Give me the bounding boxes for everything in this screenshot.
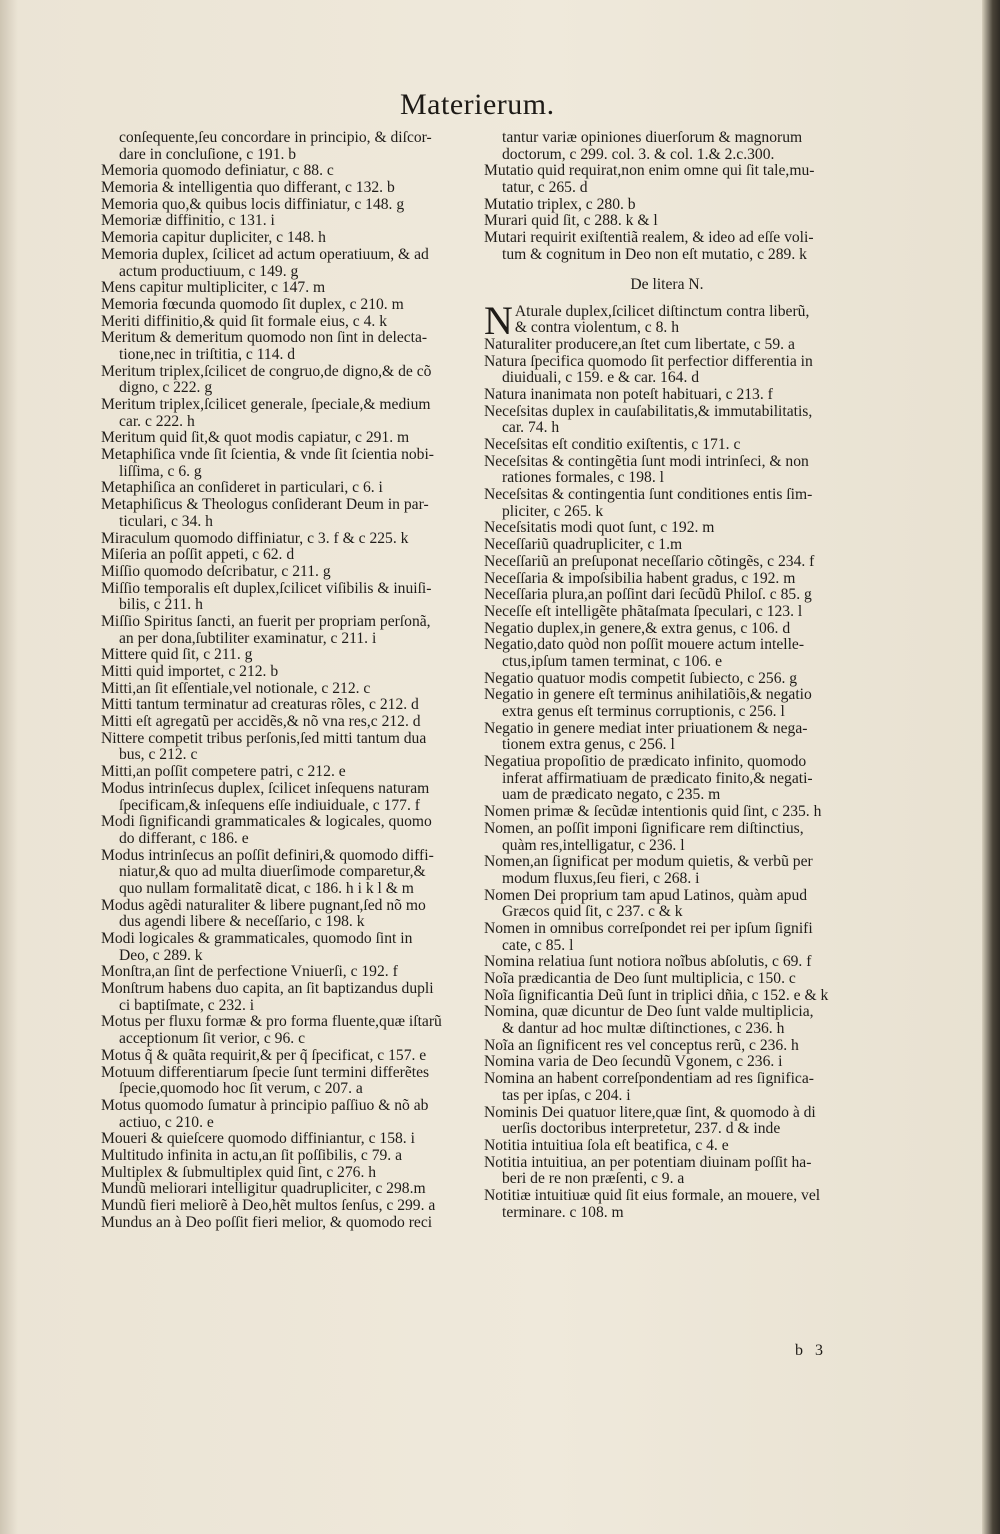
- drop-cap-letter: N: [484, 297, 513, 343]
- index-line: dus agendi libere & neceſſario, c 198. k: [119, 914, 365, 931]
- index-line: Neceſsitas duplex in cauſabilitatis,& immutabilitatis,: [484, 403, 813, 420]
- index-line: Modi logicales & grammaticales, quomodo ſint in: [101, 931, 413, 947]
- index-line: quàm res,intelligatur, c 236. l: [502, 837, 685, 854]
- index-line: Motuum differentiarum ſpecie ſunt termini differẽtes: [101, 1064, 430, 1081]
- index-line: Memoriæ diffinitio, c 131. i: [101, 213, 275, 230]
- page-edge: [982, 0, 1000, 1534]
- left-index-column: [101, 130, 463, 1231]
- index-line: pliciter, c 265. k: [502, 503, 604, 520]
- index-line: Neceſsitas & contingentia ſunt conditiones entis ſim-: [484, 487, 813, 504]
- index-line: Nomen, an poſſit imponi ſignificare rem diſtinctius,: [484, 820, 804, 837]
- index-line: acceptionum ſit verior, c 96. c: [119, 1031, 305, 1048]
- index-line: Mitti eſt agregatũ per accidẽs,& nõ vna res,c 212. d: [101, 714, 421, 731]
- index-line: Meriti diffinitio,& quid ſit formale eius, c 4. k: [101, 313, 387, 330]
- index-line: Nomen in omnibus correſpondet rei per ipſum ſignifi: [484, 920, 813, 937]
- index-line: Mutatio triplex, c 280. b: [484, 196, 636, 213]
- index-line: bus, c 212. c: [119, 747, 198, 764]
- index-line: Murari quid ſit, c 288. k & l: [484, 213, 658, 230]
- index-line: tione,nec in triſtitia, c 114. d: [119, 346, 296, 363]
- index-line: Neceſſaria & impoſsibilia habent gradus, c 192. m: [484, 570, 796, 587]
- index-line: rationes formales, c 198. l: [502, 470, 664, 487]
- index-line: Nominis Dei quatuor litere,quæ ſint, & quomodo à di: [484, 1104, 816, 1121]
- index-line: Mitti,an ſit eſſentiale,vel notionale, c 212. c: [101, 680, 371, 697]
- index-line: tum & cognitum in Deo non eſt mutatio, c 289. k: [502, 246, 807, 263]
- index-line: liſſima, c 6. g: [119, 463, 202, 480]
- index-line: Mutatio quid requirat,non enim omne qui ſit tale,mu-: [484, 163, 815, 180]
- index-line: Negatio in genere eſt terminus anihilatiõis,& negatio: [484, 687, 812, 704]
- index-line: Negatio,dato quòd non poſſit mouere actum intelle-: [484, 637, 805, 654]
- index-line: an per dona,ſubtiliter examinatur, c 211. i: [119, 630, 377, 647]
- index-line: Negatio in genere mediat inter priuationem & nega-: [484, 720, 808, 737]
- index-line: Deo, c 289. k: [119, 947, 203, 964]
- index-line: ſpecificam,& inſequens eſſe indiuiduale, c 177. f: [119, 797, 420, 814]
- index-line: & dantur ad hoc multæ diſtinctiones, c 236. h: [502, 1021, 785, 1038]
- index-line: Mitti tantum terminatur ad creaturas rõles, c 212. d: [101, 697, 419, 714]
- index-line: Motus per fluxu formæ & pro forma fluente,quæ iſtarũ: [101, 1014, 442, 1031]
- index-line: doctorum, c 299. col. 3. & col. 1.& 2.c.300.: [502, 146, 775, 163]
- index-line: Motus q̃ & quãta requirit,& per q̃ ſpecificat, c 157. e: [101, 1047, 427, 1064]
- index-line: Negatiua propoſitio de prædicato infinito, quomodo: [484, 754, 807, 771]
- index-line: actiuo, c 210. e: [119, 1114, 214, 1131]
- index-line: Meritum & demeritum quomodo non ſint in delecta-: [101, 330, 428, 347]
- index-line: Negatio duplex,in genere,& extra genus, c 106. d: [484, 620, 791, 637]
- index-line: niatur,& quo ad multa diuerſimode comparetur,&: [119, 864, 426, 881]
- index-line: Nomina relatiua ſunt notiora noĩbus abſolutis, c 69. f: [484, 954, 812, 971]
- index-line: Noĩa prædicantia de Deo ſunt multiplicia, c 150. c: [484, 971, 796, 987]
- index-line: Memoria quomodo definiatur, c 88. c: [101, 163, 334, 180]
- index-line: tatur, c 265. d: [502, 180, 588, 197]
- section-first-entry: [484, 297, 850, 343]
- index-line: Mens capitur multipliciter, c 147. m: [101, 280, 326, 297]
- index-line: ſpecie,quomodo hoc ſit verum, c 207. a: [119, 1081, 363, 1098]
- index-line: Memoria duplex, ſcilicet ad actum operatiuum, & ad: [101, 246, 429, 263]
- index-line: Multiplex & ſubmultiplex quid ſint, c 276. h: [101, 1164, 377, 1181]
- index-line: terminare. c 108. m: [502, 1204, 624, 1221]
- index-line: inferat affirmatiuam de prædicato finito,& negati-: [502, 770, 813, 787]
- index-line: Neceſſaria plura,an poſſint dari ſecũdũ Philoſ. c 85. g: [484, 587, 812, 604]
- index-line: Noĩa ſignificantia Deũ ſunt in triplici dñia, c 152. e & k: [484, 987, 829, 1004]
- index-line: Notitiæ intuitiuæ quid ſit eius formale, an mouere, vel: [484, 1187, 821, 1204]
- index-line: Neceſſariũ quadrupliciter, c 1.m: [484, 537, 683, 554]
- right-column-continuation: [484, 130, 850, 264]
- index-line: Negatio quatuor modis competit ſubiecto, c 256. g: [484, 670, 798, 687]
- index-line: Mutari requirit exiſtentiã realem, & ideo ad eſſe voli-: [484, 230, 814, 247]
- index-line: Mittere quid ſit, c 211. g: [101, 647, 253, 664]
- index-line: Multitudo infinita in actu,an ſit poſſibilis, c 79. a: [101, 1147, 403, 1164]
- index-line: dare in concluſione, c 191. b: [119, 146, 297, 163]
- index-line: Neceſſe eſt intelligẽte phãtaſmata ſpeculari, c 123. l: [484, 603, 803, 620]
- index-line: Meritum quid ſit,& quot modis capiatur, c 291. m: [101, 430, 410, 447]
- index-line: Miſſio Spiritus ſancti, an fuerit per propriam perſonã,: [101, 613, 431, 630]
- index-line: Metaphiſicus & Theologus conſiderant Deum in par-: [101, 497, 429, 514]
- index-line: diuiduali, c 159. e & car. 164. d: [502, 370, 700, 387]
- index-line: Naturaliter producere,an ſtet cum libertate, c 59. a: [484, 336, 795, 353]
- index-line: tas per ipſas, c 204. i: [502, 1087, 631, 1104]
- index-line: Monſtra,an ſint de perfectione Vniuerſi, c 192. f: [101, 964, 398, 981]
- index-line: Mitti,an poſſit competere patri, c 212. e: [101, 764, 346, 781]
- index-line: quo nullam formalitatẽ dicat, c 186. h i k l & m: [119, 880, 414, 897]
- index-line: & contra violentum, c 8. h: [514, 320, 680, 337]
- index-line: Modus intrinſecus duplex, ſcilicet inſequens naturam: [101, 780, 430, 797]
- index-line: Nomina varia de Deo ſecundũ Vgonem, c 236. i: [484, 1054, 783, 1071]
- index-line: Natura inanimata non poteſt habituari, c 213. f: [484, 386, 773, 403]
- index-line: extra genus eſt terminus corruptionis, c 256. l: [502, 704, 785, 720]
- index-line: Miſſio temporalis eſt duplex,ſcilicet viſibilis & inuiſi-: [101, 580, 432, 597]
- index-line: Memoria & intelligentia quo differant, c 132. b: [101, 180, 395, 197]
- index-line: Nomina an habent correſpondentiam ad res ſignifica-: [484, 1071, 814, 1088]
- signature-mark: b 3: [795, 1342, 827, 1359]
- index-line: conſequente,ſeu concordare in principio, & diſcor-: [119, 130, 432, 146]
- index-line: Neceſsitatis modi quot ſunt, c 192. m: [484, 520, 715, 537]
- index-line: tionem extra genus, c 256. l: [502, 737, 675, 754]
- index-line: Metaphiſica an conſideret in particulari, c 6. i: [101, 480, 383, 497]
- index-line: Modi ſignificandi grammaticales & logicales, quomo: [101, 814, 432, 831]
- index-line: tantur variæ opiniones diuerſorum & magnorum: [502, 130, 803, 146]
- index-line: Monſtrum habens duo capita, an ſit baptizandus dupli: [101, 981, 434, 998]
- index-line: car. 74. h: [502, 420, 560, 437]
- index-line: Neceſsitas & contingẽtia ſunt modi intrinſeci, & non: [484, 453, 809, 470]
- index-line: Aturale duplex,ſcilicet diſtinctum contra liberũ,: [514, 303, 810, 320]
- index-line: Meritum triplex,ſcilicet de congruo,de digno,& de cõ: [101, 363, 432, 380]
- index-line: digno, c 222. g: [119, 380, 213, 397]
- index-line: ctus,ipſum tamen terminat, c 106. e: [502, 653, 722, 670]
- index-line: Nomen,an ſignificat per modum quietis, & verbũ per: [484, 854, 813, 871]
- index-line: Natura ſpecifica quomodo ſit perfectior differentia in: [484, 353, 813, 370]
- index-line: beri de re non præſenti, c 9. a: [502, 1171, 685, 1188]
- index-line: Neceſſariũ an preſuponat neceſſario cõtingẽs, c 234. f: [484, 553, 815, 570]
- index-line: Nomen primæ & ſecũdæ intentionis quid ſint, c 235. h: [484, 804, 822, 821]
- index-line: Noĩa an ſignificent res vel conceptus rerũ, c 236. h: [484, 1037, 799, 1054]
- index-line: uerſis doctoribus interpretetur, 237. d & inde: [502, 1121, 781, 1138]
- index-line: Metaphiſica vnde ſit ſcientia, & vnde ſit ſcientia nobi-: [101, 447, 435, 464]
- index-line: Modus intrinſecus an poſſit definiri,& quomodo diffi-: [101, 847, 434, 864]
- index-line: Mundũ fieri meliorẽ à Deo,hẽt multos ſenſus, c 299. a: [101, 1198, 436, 1214]
- index-line: Nittere competit tribus perſonis,ſed mitti tantum dua: [101, 730, 427, 747]
- section-heading: De litera N.: [630, 275, 704, 293]
- index-line: Miraculum quomodo diffiniatur, c 3. f & c 225. k: [101, 530, 409, 547]
- right-column-entries: [484, 337, 850, 1221]
- index-line: modum fluxus,ſeu fieri, c 268. i: [502, 870, 700, 887]
- running-header: Materierum.: [400, 88, 555, 121]
- index-line: Notitia intuitiua ſola eſt beatifica, c 4. e: [484, 1137, 729, 1154]
- index-line: uam de prædicato negato, c 235. m: [502, 787, 721, 804]
- index-line: Græcos quid ſit, c 237. c & k: [502, 904, 683, 921]
- index-line: Nomen Dei proprium tam apud Latinos, quàm apud: [484, 887, 808, 904]
- index-line: Memoria quo,& quibus locis diffiniatur, c 148. g: [101, 196, 405, 213]
- index-line: Neceſsitas eſt conditio exiſtentis, c 171. c: [484, 437, 741, 453]
- index-line: Notitia intuitiua, an per potentiam diuinam poſſit ha-: [484, 1154, 812, 1171]
- index-line: Motus quomodo ſumatur à principio paſſiuo & nõ ab: [101, 1097, 429, 1114]
- index-line: Modus agẽdi naturaliter & libere pugnant,ſed nõ mo: [101, 897, 426, 914]
- index-line: Mitti quid importet, c 212. b: [101, 664, 279, 680]
- index-line: car. c 222. h: [119, 413, 195, 430]
- index-line: Mundus an à Deo poſſit fieri melior, & quomodo reci: [101, 1214, 433, 1231]
- index-line: Miſeria an poſſit appeti, c 62. d: [101, 547, 295, 564]
- index-line: ci baptiſmate, c 232. i: [119, 997, 255, 1014]
- index-line: Memoria fœcunda quomodo ſit duplex, c 210. m: [101, 296, 404, 313]
- index-line: actum productiuum, c 149. g: [119, 263, 299, 280]
- index-line: Nomina, quæ dicuntur de Deo ſunt valde multiplicia,: [484, 1004, 814, 1021]
- index-line: do differant, c 186. e: [119, 830, 249, 847]
- index-line: bilis, c 211. h: [119, 597, 203, 614]
- index-line: Mundũ meliorari intelligitur quadrupliciter, c 298.m: [101, 1181, 426, 1198]
- right-index-column: [484, 130, 850, 1221]
- index-line: Meritum triplex,ſcilicet generale, ſpeciale,& medium: [101, 397, 431, 413]
- index-line: ticulari, c 34. h: [119, 513, 213, 530]
- index-line: Moueri & quieſcere quomodo diffiniantur, c 158. i: [101, 1131, 415, 1148]
- index-line: cate, c 85. l: [502, 937, 574, 954]
- index-line: Miſſio quomodo deſcribatur, c 211. g: [101, 563, 331, 580]
- index-line: Memoria capitur dupliciter, c 148. h: [101, 230, 326, 247]
